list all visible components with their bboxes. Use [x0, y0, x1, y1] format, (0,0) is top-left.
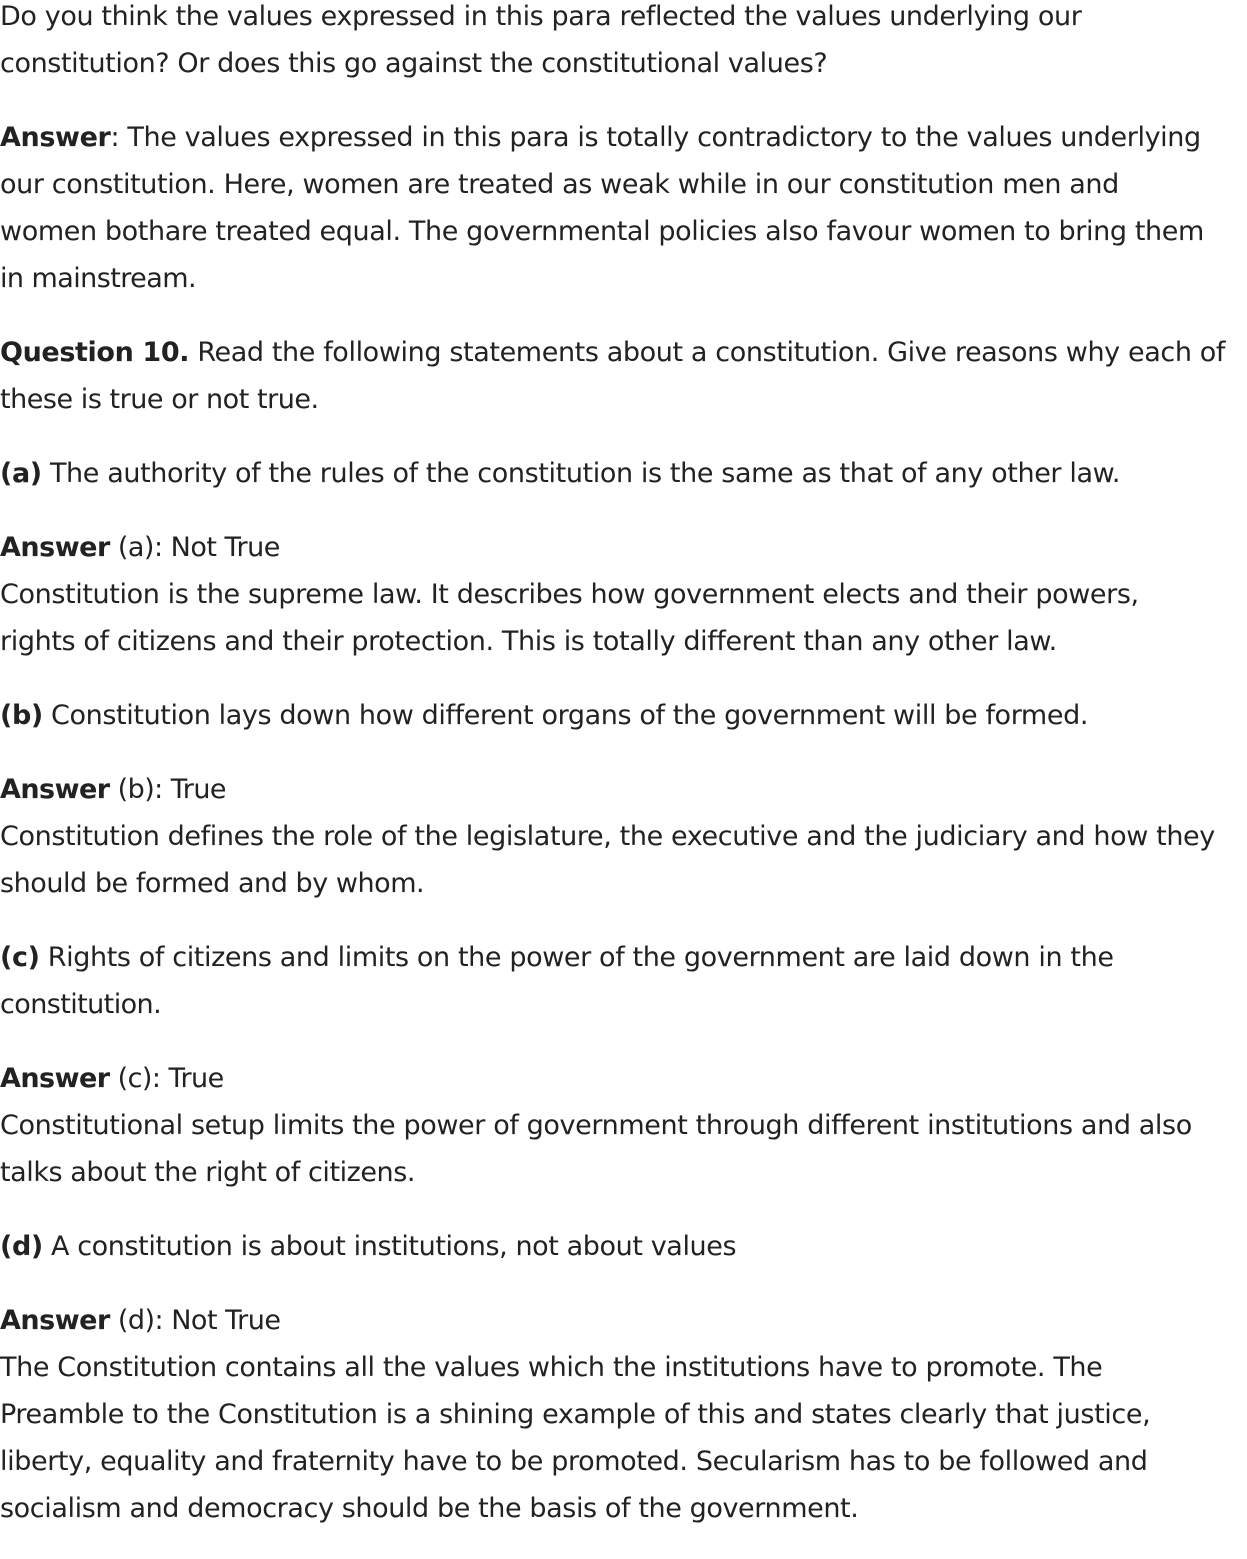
answer-label: Answer [0, 122, 111, 153]
text-line: in mainstream. [0, 263, 196, 294]
text-line [0, 450, 1247, 497]
question-label: Question 10. [0, 337, 190, 368]
answer-label: Answer [0, 1305, 110, 1336]
question-10 [0, 329, 1247, 423]
answer-verdict: (d): Not True [109, 1305, 281, 1336]
answer-label: Answer [0, 774, 110, 805]
text-line: Constitution is the supreme law. It describes how government elects and their powers, [0, 579, 1139, 610]
intro-question [0, 0, 1247, 87]
answer-c [0, 1055, 1247, 1196]
statement-b [0, 692, 1247, 739]
text-line: Constitution defines the role of the legislature, the executive and the judiciary and how they [0, 821, 1215, 852]
answer-d [0, 1297, 1247, 1532]
statement-text: The authority of the rules of the constitution is the same as that of any other law. [41, 458, 1121, 489]
text-line: our constitution. Here, women are treated as weak while in our constitution men and [0, 169, 1119, 200]
statement-marker: (b) [0, 700, 43, 731]
text-line [0, 1297, 1247, 1344]
text-line: socialism and democracy should be the basis of the government. [0, 1493, 859, 1524]
text-line: The Constitution contains all the values which the institutions have to promote. The [0, 1352, 1103, 1383]
text-line: Preamble to the Constitution is a shining example of this and states clearly that justice, [0, 1399, 1151, 1430]
text-line [0, 934, 1247, 981]
text-line [0, 692, 1247, 739]
statement-marker: (a) [0, 458, 42, 489]
text-line: constitution? Or does this go against the constitutional values? [0, 48, 828, 79]
answer-label: Answer [0, 1063, 110, 1094]
text-line: these is true or not true. [0, 384, 319, 415]
answer-verdict: (b): True [109, 774, 226, 805]
answer-verdict: (c): True [109, 1063, 224, 1094]
text-line [0, 766, 1247, 813]
answer-label: Answer [0, 532, 110, 563]
statement-text: Rights of citizens and limits on the power of the government are laid down in the [39, 942, 1114, 973]
text-line [0, 1055, 1247, 1102]
text-line: talks about the right of citizens. [0, 1157, 416, 1188]
text-line: liberty, equality and fraternity have to be promoted. Secularism has to be followed and [0, 1446, 1148, 1477]
text-line [0, 114, 1247, 161]
answer-b [0, 766, 1247, 907]
statement-marker: (c) [0, 942, 40, 973]
intro-answer [0, 114, 1247, 302]
statement-a [0, 450, 1247, 497]
text-line: Constitutional setup limits the power of government through different institutions and also [0, 1110, 1192, 1141]
statement-text: Constitution lays down how different organs of the government will be formed. [42, 700, 1089, 731]
text-line: women bothare treated equal. The governmental policies also favour women to bring them [0, 216, 1204, 247]
answer-verdict: (a): Not True [109, 532, 280, 563]
text-line [0, 1223, 1247, 1270]
statement-marker: (d) [0, 1231, 43, 1262]
statement-text: A constitution is about institutions, not about values [42, 1231, 737, 1262]
text-line: should be formed and by whom. [0, 868, 425, 899]
statement-c [0, 934, 1247, 1028]
text-line [0, 524, 1247, 571]
answer-text: : The values expressed in this para is totally contradictory to the values underlying [110, 122, 1201, 153]
text-line [0, 329, 1247, 376]
answer-a [0, 524, 1247, 665]
text-line: rights of citizens and their protection. This is totally different than any other law. [0, 626, 1057, 657]
text-line: constitution. [0, 989, 162, 1020]
question-text: Read the following statements about a constitution. Give reasons why each of [189, 337, 1226, 368]
text-line: Do you think the values expressed in this para reflected the values underlying our [0, 1, 1082, 32]
statement-d [0, 1223, 1247, 1270]
